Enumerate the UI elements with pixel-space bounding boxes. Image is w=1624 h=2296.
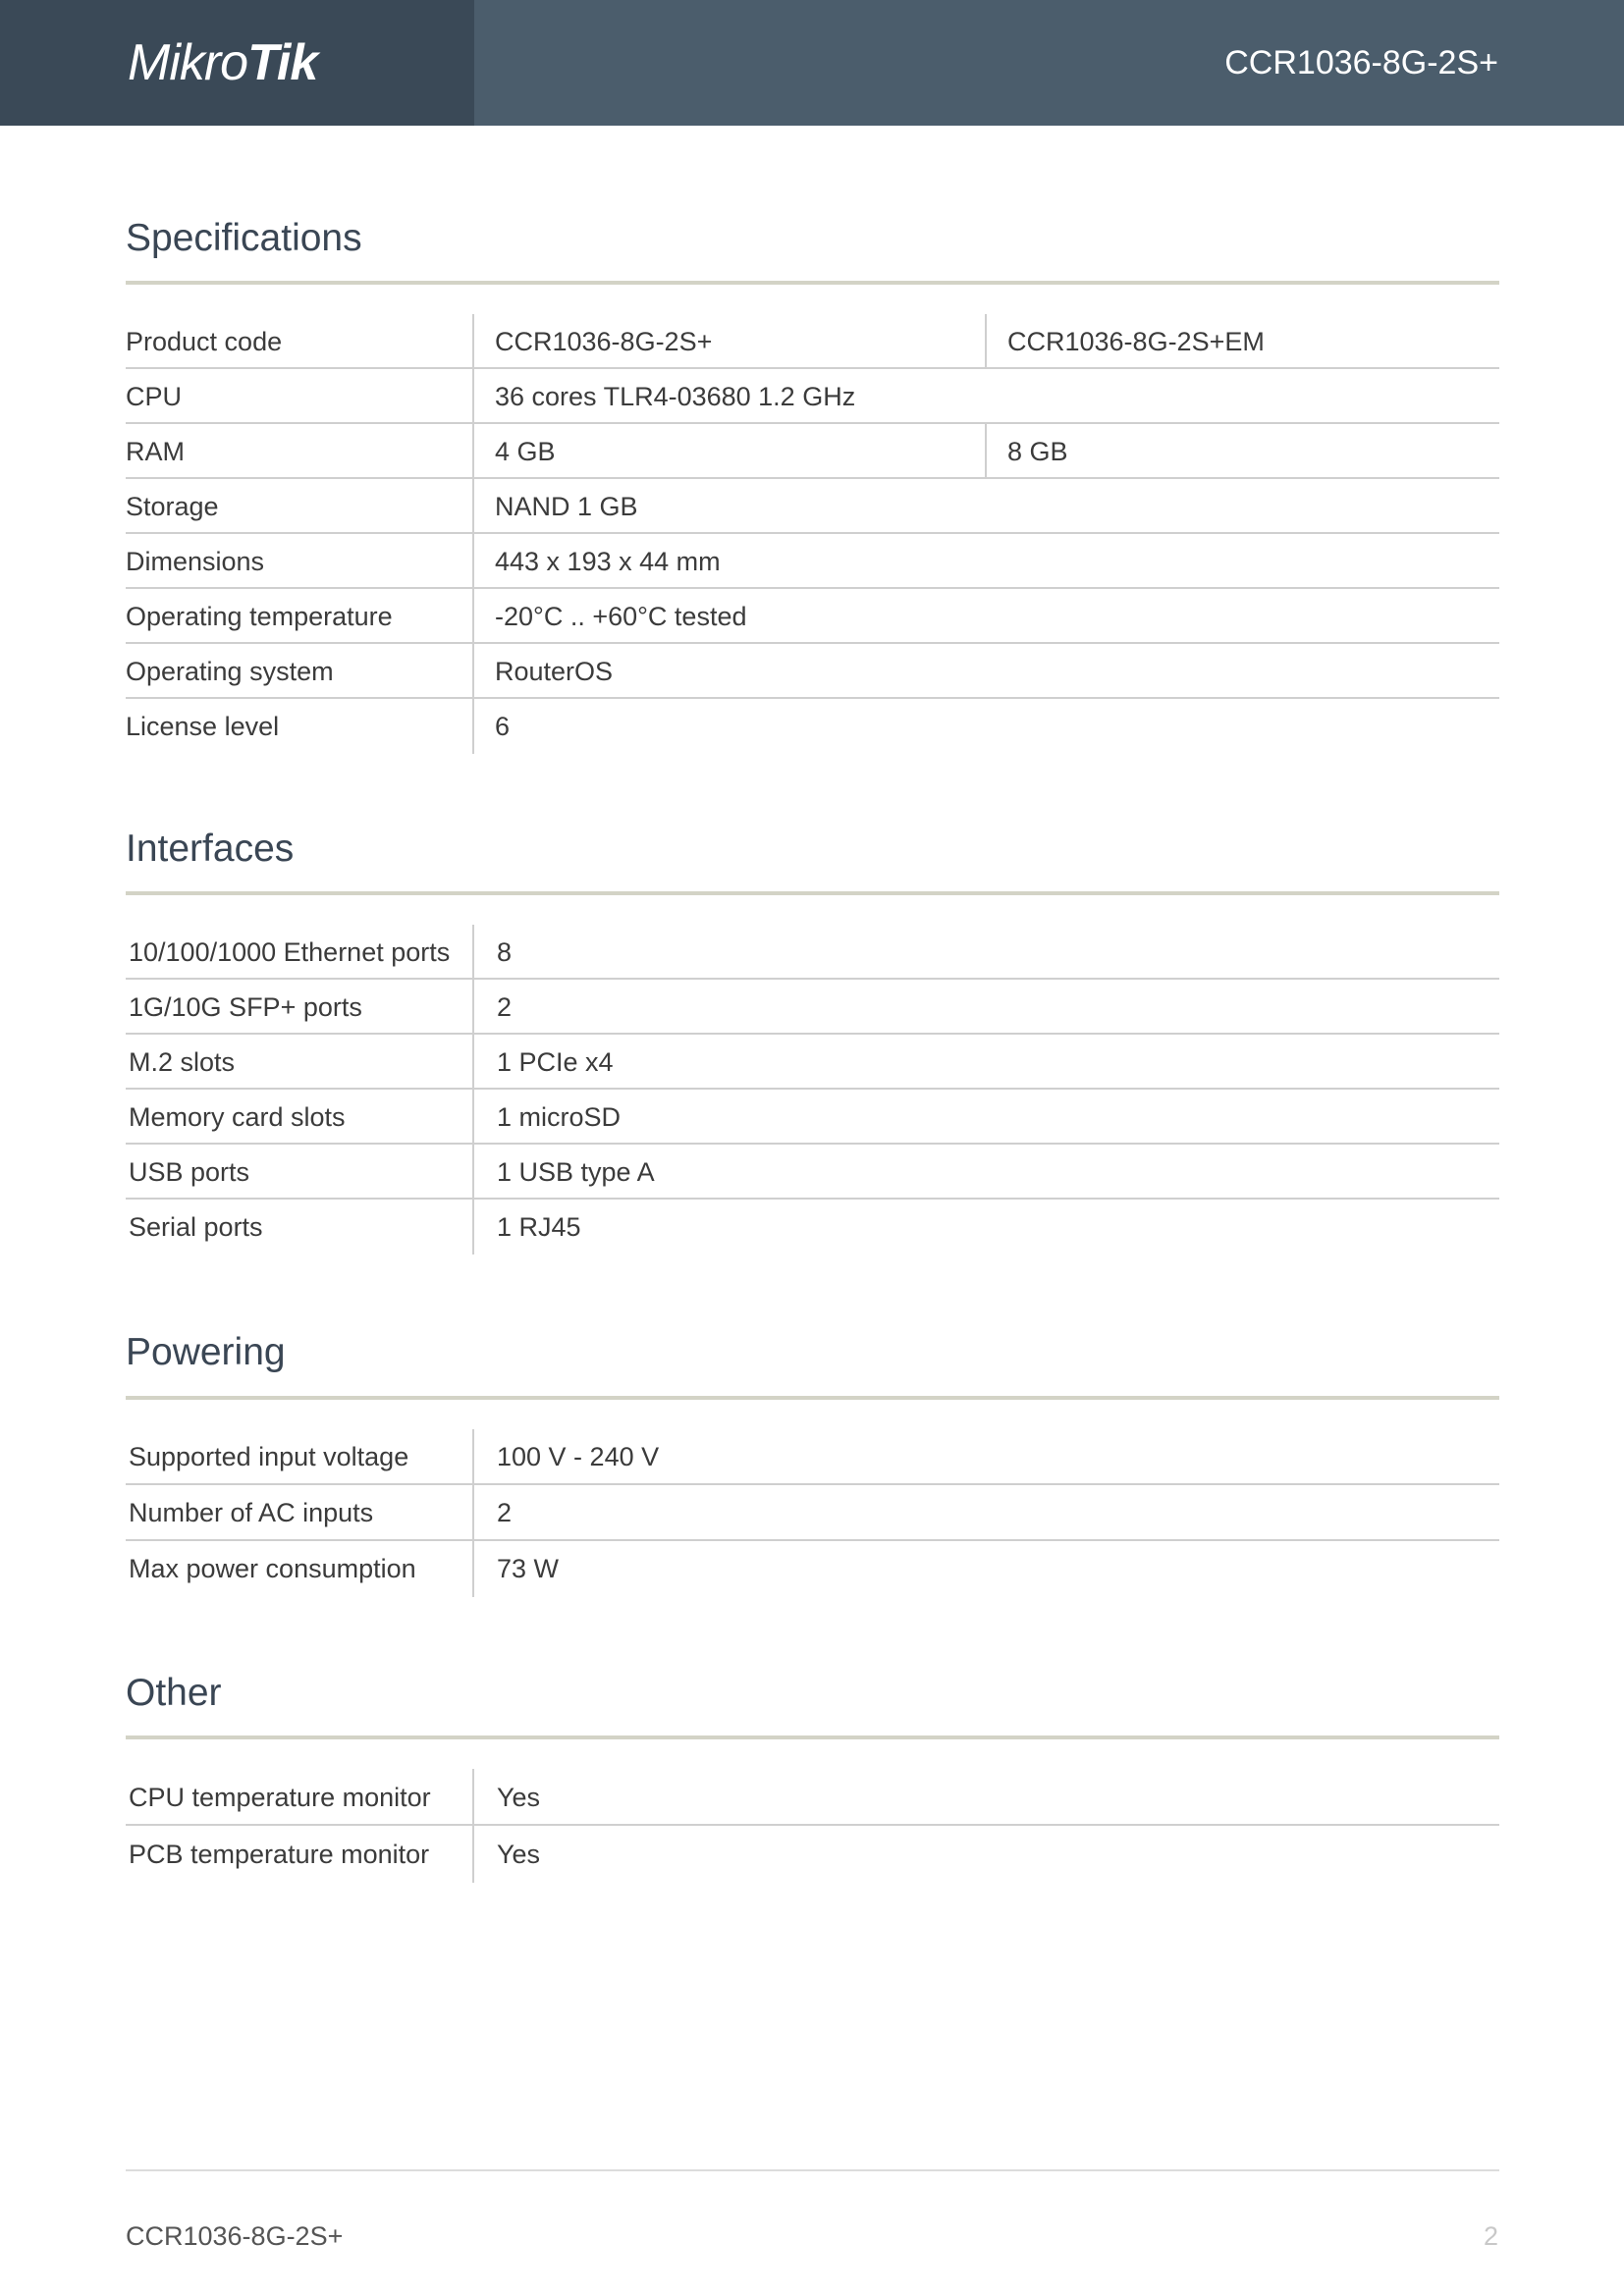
column-divider <box>985 314 987 367</box>
powering-rule <box>126 1396 1499 1400</box>
interface-label: 10/100/1000 Ethernet ports <box>126 925 474 978</box>
spec-label: License level <box>126 699 474 754</box>
interface-row <box>126 925 1499 980</box>
spec-label: RAM <box>126 424 474 477</box>
spec-value: -20°C .. +60°C tested <box>495 602 747 631</box>
interface-label: USB ports <box>126 1145 474 1198</box>
spec-label: Storage <box>126 479 474 532</box>
powering-row <box>126 1541 1499 1597</box>
interface-value: 2 <box>497 992 513 1022</box>
header-model: CCR1036-8G-2S+ <box>1224 44 1498 81</box>
spec-value: 6 <box>495 712 511 741</box>
spec-value: 443 x 193 x 44 mm <box>495 547 721 576</box>
interfaces-rule <box>126 891 1499 895</box>
powering-row <box>126 1485 1499 1541</box>
mikrotik-logo <box>128 33 317 92</box>
powering-value: 100 V - 240 V <box>497 1442 660 1471</box>
interface-value: 1 USB type A <box>497 1157 655 1187</box>
interface-label: Serial ports <box>126 1200 474 1255</box>
powering-label: Number of AC inputs <box>126 1485 474 1539</box>
spec-value-alt: 8 GB <box>1007 437 1068 466</box>
interface-label: M.2 slots <box>126 1035 474 1088</box>
spec-value: 4 GB <box>495 437 556 466</box>
interface-label: Memory card slots <box>126 1090 474 1143</box>
spec-label: Operating system <box>126 644 474 697</box>
spec-value: RouterOS <box>495 657 614 686</box>
footer-rule <box>126 2169 1499 2171</box>
powering-value: 73 W <box>497 1554 560 1583</box>
page-header <box>0 0 1624 126</box>
spec-value: NAND 1 GB <box>495 492 638 521</box>
logo-block <box>0 0 474 126</box>
spec-label: Dimensions <box>126 534 474 587</box>
other-label: CPU temperature monitor <box>126 1769 474 1824</box>
interface-row <box>126 1200 1499 1255</box>
other-title: Other <box>126 1672 222 1714</box>
interface-row <box>126 1090 1499 1145</box>
interface-value: 1 RJ45 <box>497 1212 581 1242</box>
spec-label: Product code <box>126 314 474 367</box>
other-row <box>126 1826 1499 1883</box>
other-row <box>126 1769 1499 1826</box>
powering-value: 2 <box>497 1498 513 1527</box>
other-value: Yes <box>497 1783 541 1812</box>
powering-table <box>126 1429 1499 1597</box>
spec-row-cpu <box>126 369 1499 424</box>
other-rule <box>126 1735 1499 1739</box>
interface-value: 1 PCIe x4 <box>497 1047 614 1077</box>
other-label: PCB temperature monitor <box>126 1826 474 1883</box>
powering-title: Powering <box>126 1331 286 1373</box>
interface-row <box>126 1035 1499 1090</box>
spec-label: Operating temperature <box>126 589 474 642</box>
interfaces-table <box>126 925 1499 1255</box>
spec-row-ram <box>126 424 1499 479</box>
spec-row-operating-system <box>126 644 1499 699</box>
spec-label: CPU <box>126 369 474 422</box>
spec-value-alt: CCR1036-8G-2S+EM <box>1007 327 1265 356</box>
spec-value: CCR1036-8G-2S+ <box>495 327 713 356</box>
spec-row-operating-temperature <box>126 589 1499 644</box>
spec-row-product-code <box>126 314 1499 369</box>
spec-row-storage <box>126 479 1499 534</box>
page-number: 2 <box>1483 2221 1498 2251</box>
interface-value: 8 <box>497 937 513 967</box>
spec-row-dimensions <box>126 534 1499 589</box>
other-value: Yes <box>497 1840 541 1869</box>
powering-row <box>126 1429 1499 1485</box>
interface-row <box>126 1145 1499 1200</box>
interface-value: 1 microSD <box>497 1102 622 1132</box>
specifications-rule <box>126 281 1499 285</box>
powering-label: Max power consumption <box>126 1541 474 1597</box>
specifications-table <box>126 314 1499 754</box>
interfaces-title: Interfaces <box>126 828 295 870</box>
spec-row-license-level <box>126 699 1499 754</box>
column-divider <box>985 424 987 477</box>
powering-label: Supported input voltage <box>126 1429 474 1483</box>
other-table <box>126 1769 1499 1883</box>
logo-part1: Mikro <box>128 34 248 91</box>
interface-row <box>126 980 1499 1035</box>
spec-value: 36 cores TLR4-03680 1.2 GHz <box>495 382 856 411</box>
specifications-title: Specifications <box>126 217 362 259</box>
logo-part2: Tik <box>247 34 318 91</box>
interface-label: 1G/10G SFP+ ports <box>126 980 474 1033</box>
footer-model: CCR1036-8G-2S+ <box>126 2221 344 2251</box>
